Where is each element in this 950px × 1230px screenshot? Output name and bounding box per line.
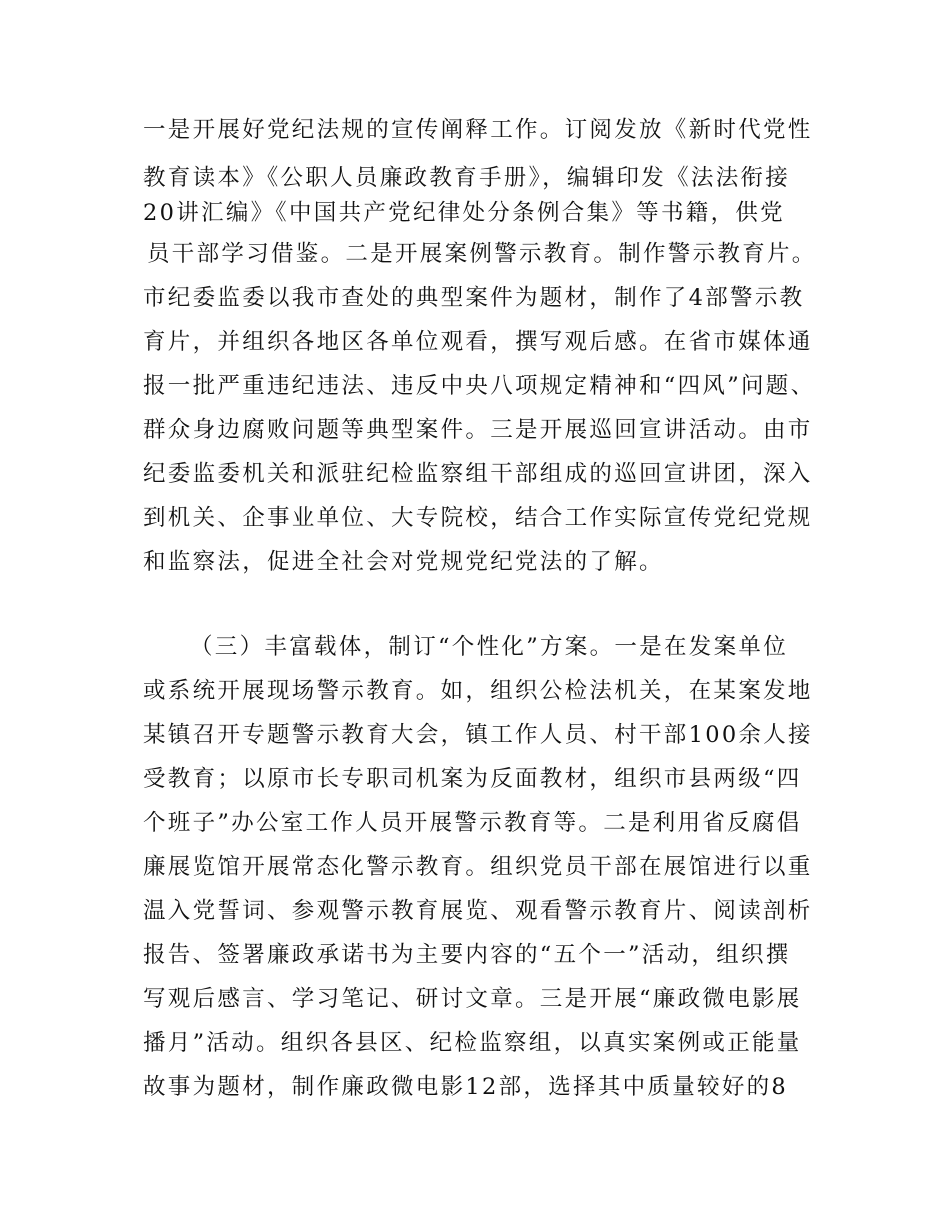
- paragraph-2-line-3: 某镇召开专题警示教育大会，镇工作人员、村干部100余人接: [143, 722, 813, 748]
- paragraph-2-line-11: 故事为题材，制作廉政微电影12部，选择其中质量较好的8: [143, 1074, 789, 1100]
- paragraph-2-line-2: 或系统开展现场警示教育。如，组织公检法机关，在某案发地: [143, 678, 813, 704]
- paragraph-2-line-9: 写观后感言、学习笔记、研讨文章。三是开展“廉政微电影展: [143, 986, 802, 1012]
- paragraph-2-line-8: 报告、签署廉政承诺书为主要内容的“五个一”活动，组织撰: [143, 942, 791, 968]
- paragraph-2-line-6: 廉展览馆开展常态化警示教育。组织党员干部在展馆进行以重: [143, 854, 813, 880]
- paragraph-2-line-7: 温入党誓词、参观警示教育展览、观看警示教育片、阅读剖析: [143, 898, 813, 924]
- paragraph-1-line-2: 教育读本》《公职人员廉政教育手册》，编辑印发《法法衔接: [143, 165, 791, 191]
- paragraph-1-line-3: 20讲汇编》《中国共产党纪律处分条例合集》等书籍，供党: [143, 200, 785, 226]
- paragraph-1-line-7: 报一批严重违纪违法、违反中央八项规定精神和“四风”问题、: [143, 373, 816, 399]
- paragraph-1-line-11: 和监察法，促进全社会对党规党纪党法的了解。: [143, 549, 664, 575]
- paragraph-1-line-8: 群众身边腐败问题等典型案件。三是开展巡回宣讲活动。由市: [143, 417, 813, 443]
- paragraph-1-line-1: 一是开展好党纪法规的宣传阐释工作。订阅发放《新时代党性: [143, 117, 813, 143]
- paragraph-1-line-4: 员干部学习借鉴。二是开展案例警示教育。制作警示教育片。: [147, 241, 817, 267]
- paragraph-2-line-4: 受教育；以原市长专职司机案为反面教材，组织市县两级“四: [143, 766, 802, 792]
- paragraph-1-line-6: 育片，并组织各地区各单位观看，撰写观后感。在省市媒体通: [143, 329, 813, 355]
- paragraph-1-line-9: 纪委监委机关和派驻纪检监察组干部组成的巡回宣讲团，深入: [143, 461, 813, 487]
- paragraph-2-line-10: 播月”活动。组织各县区、纪检监察组，以真实案例或正能量: [143, 1030, 802, 1056]
- paragraph-2-line-5: 个班子”办公室工作人员开展警示教育等。二是利用省反腐倡: [143, 810, 802, 836]
- paragraph-2-line-1: （三）丰富载体，制订“个性化”方案。一是在发案单位: [190, 634, 789, 660]
- paragraph-1-line-10: 到机关、企事业单位、大专院校，结合工作实际宣传党纪党规: [143, 505, 813, 531]
- paragraph-1-line-5: 市纪委监委以我市查处的典型案件为题材，制作了4部警示教: [143, 285, 805, 311]
